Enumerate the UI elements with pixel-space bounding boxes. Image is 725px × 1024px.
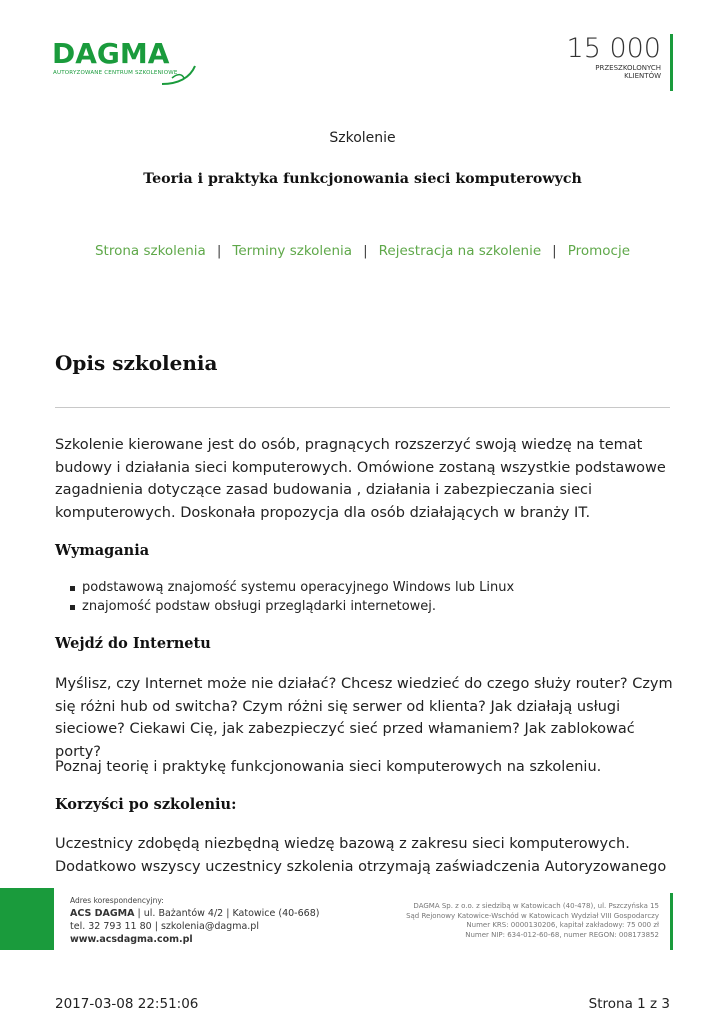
print-timestamp: 2017-03-08 22:51:06 [55, 996, 199, 1012]
clients-label-line2: KLIENTÓW [624, 72, 661, 80]
clients-counter [567, 34, 673, 80]
website-link[interactable]: www.acsdagma.com.pl [70, 934, 193, 945]
internet-summary-paragraph: Poznaj teorię i praktykę funkcjonowania sieci komputerowych na szkoleniu. [55, 759, 602, 775]
nav-separator: | [216, 243, 222, 259]
nav-link-training-page[interactable]: Strona szkolenia [94, 243, 206, 259]
logo-swoosh-icon [52, 37, 197, 86]
nav-separator: | [363, 243, 368, 259]
section-divider [55, 407, 670, 408]
logo-subtitle: AUTORYZOWANE CENTRUM SZKOLENIOWE [53, 70, 178, 76]
clients-count: 15 000 [566, 33, 661, 64]
document-kind: Szkolenie [329, 130, 396, 146]
nav-link-training-dates[interactable]: Terminy szkolenia [232, 243, 353, 259]
dagma-logo [52, 37, 197, 86]
clients-label-line1: PRZESZKOLONYCH [595, 64, 661, 72]
legal-line: Sąd Rejonowy Katowice-Wschód w Katowicach Wydział VIII Gospodarczy [406, 911, 659, 920]
footer-contact [70, 894, 319, 946]
intro-paragraph: Szkolenie kierowane jest do osób, pragnących rozszerzyć swoją wiedzę na temat budowy i działania sieci komputerowych. Omówione zostaną wszystkie podstawowe zagadnienia dotyczące zasad budowania , działania i zabezpieczania sieci komputerowych. Doskonała propozycja dla osób działających w branży IT. [55, 437, 666, 521]
requirements-heading: Wymagania [55, 542, 150, 559]
footer-accent-bar [670, 893, 673, 950]
address-line [70, 907, 319, 920]
list-item: podstawową znajomość systemu operacyjnego Windows lub Linux [68, 579, 514, 598]
nav-link-promotions[interactable]: Promocje [567, 243, 631, 259]
nav-link-registration[interactable]: Rejestracja na szkolenie [378, 243, 542, 259]
company-name: ACS DAGMA [70, 908, 135, 919]
footer-green-block [0, 888, 54, 950]
internet-paragraph: Myślisz, czy Internet może nie działać? Chcesz wiedzieć do czego służy router? Czym się różni hub od switcha? Czym różni się serwer od klienta? Jak działają usługi sieciowe? Ciekawi Cię, jak zabezpieczyć sieć przed włamaniem? Jak zablokować porty? [55, 676, 673, 760]
address-label: Adres korespondencyjny: [70, 896, 164, 905]
internet-heading: Wejdź do Internetu [55, 635, 211, 652]
logo-wordmark: DAGMA [52, 37, 170, 70]
requirements-list [68, 579, 514, 616]
nav-separator: | [552, 243, 557, 259]
benefits-paragraph: Uczestnicy zdobędą niezbędną wiedzę bazową z zakresu sieci komputerowych. Dodatkowo wszyscy uczestnicy szkolenia otrzymają zaświadczenia Autoryzowanego [55, 836, 667, 875]
address-rest: | ul. Bażantów 4/2 | Katowice (40-668) [134, 908, 320, 919]
accent-bar [670, 34, 673, 91]
legal-line: DAGMA Sp. z o.o. z siedzibą w Katowicach (40-478), ul. Pszczyńska 15 [413, 902, 659, 910]
page-number: Strona 1 z 3 [588, 996, 670, 1012]
document-title: Teoria i praktyka funkcjonowania sieci komputerowych [143, 171, 582, 187]
training-nav [0, 243, 725, 259]
phone-email-line: tel. 32 793 11 80 | szkolenia@dagma.pl [70, 921, 259, 932]
list-item: znajomość podstaw obsługi przeglądarki internetowej. [68, 598, 514, 617]
benefits-heading: Korzyści po szkoleniu: [55, 796, 237, 813]
page-footer [0, 888, 725, 950]
footer-legal [406, 902, 659, 940]
legal-line: Numer KRS: 0000130206, kapitał zakładowy: 75 000 zł [466, 921, 659, 929]
section-title: Opis szkolenia [55, 351, 218, 375]
legal-line: Numer NIP: 634-012-60-68, numer REGON: 008173852 [465, 930, 659, 939]
